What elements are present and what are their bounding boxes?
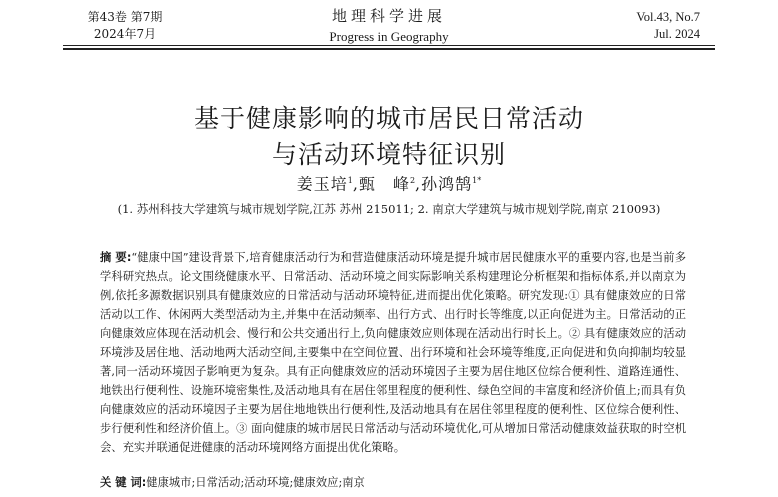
paper-title <box>0 101 778 173</box>
keywords <box>100 473 686 492</box>
abstract <box>100 248 686 457</box>
title-line-2: 与活动环境特征识别 <box>271 139 506 169</box>
author-separator: , <box>352 174 359 194</box>
journal-name-en: Progress in Geography <box>329 29 449 44</box>
date-en: Jul. 2024 <box>654 27 700 41</box>
title-line-1: 基于健康影响的城市居民日常活动 <box>193 103 584 133</box>
date-cn: 2024年7月 <box>93 27 157 41</box>
author-name: 孙鸿鹄 <box>421 174 473 194</box>
author-list <box>0 171 778 194</box>
author-name: 姜玉培 <box>296 174 348 194</box>
volume-issue-en: Vol.43, No.7 <box>636 10 700 24</box>
journal-issue-en <box>636 9 700 43</box>
header-rule-thin <box>63 45 715 46</box>
abstract-label: 摘 要: <box>100 251 132 264</box>
author-affiliation-mark: 1 <box>347 176 353 185</box>
keywords-label: 关 键 词: <box>100 476 147 489</box>
header-rule-thick <box>63 48 715 50</box>
abstract-text: “健康中国”建设背景下,培育健康活动行为和营造健康活动环境是提升城市居民健康水平的重要内容,也是当前多学科研究热点。论文围绕健康水平、日常活动、活动环境之间实际影响关系构建理论分析框架和指标体系,并以南京为例,依托多源数据识别具有健康效应的日常活动与活动环境特征,进而提出优化策略。研究发现:① 具有健康效应的日常活动以工作、休闲两大类型活动为主,并集中在活动频率、出行方式、出行时长等维度,以正向促进为主。日常活动的正向健康效应体现在活动机会、慢行和公共交通出行上,负向健康效应则体现在活动出行时长上。② 具有健康效应的活动环境涉及居住地、活动地两大活动空间,主要集中在空间位置、出行环境和社会环境等维度,正向促进和负向抑制均较显著,同一活动环境因子影响更为复杂。具有正向健康效应的活动环境因子主要为居住地区位综合便利性、道路连通性、地铁出行便利性、设施环境密集性,及活动地具有在居住邻里程度的便利性、绿色空间的丰富度和经济价值上;而具有负向健康效应的活动环境因子主要为居住地地铁出行便利性,及活动地具有在居住邻里程度的便利性、区位综合便利性、步行便利性和经济价值上。③ 面向健康的城市居民日常活动与活动环境优化,可从增加日常活动健康效益获取的时空机会、充实并联通促进健康的活动环境网络方面提出优化策略。 <box>100 251 686 454</box>
journal-name-cn: 地理科学进展 <box>331 7 446 25</box>
author-affiliation-mark: 2 <box>409 176 416 185</box>
author-name: 甄 峰 <box>358 174 410 194</box>
keywords-text: 健康城市;日常活动;活动环境;健康效应;南京 <box>146 476 365 489</box>
affiliations: (1. 苏州科技大学建筑与城市规划学院,江苏 苏州 215011; 2. 南京大学建筑与城市规划学院,南京 210093) <box>117 202 661 216</box>
author-affiliation-mark: 1* <box>472 176 482 185</box>
volume-issue-cn: 第43卷 第7期 <box>87 10 163 24</box>
author-separator: , <box>415 174 422 194</box>
